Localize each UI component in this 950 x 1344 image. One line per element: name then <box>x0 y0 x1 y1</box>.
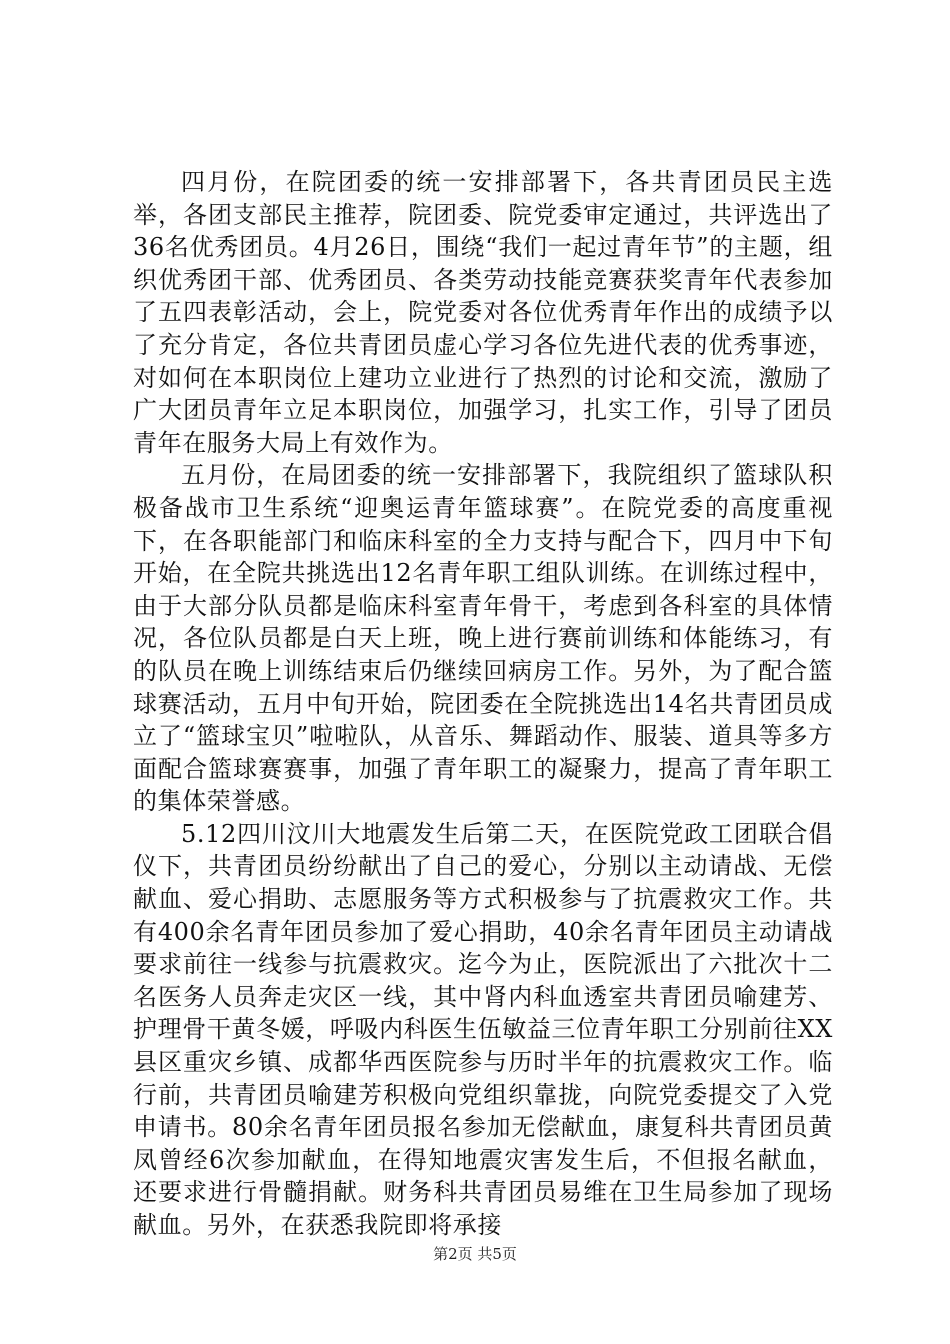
paragraph-may: 五月份，在局团委的统一安排部署下，我院组织了篮球队积极备战市卫生系统“迎奥运青年篮球赛”。在院党委的高度重视下，在各职能部门和临床科室的全力支持与配合下，四月中下旬开始，在全院共挑选出12名青年职工组队训练。在训练过程中，由于大部分队员都是临床科室青年骨干，考虑到各科室的具体情况，各位队员都是白天上班，晚上进行赛前训练和体能练习，有的队员在晚上训练结束后仍继续回病房工作。另外，为了配合篮球赛活动，五月中旬开始，院团委在全院挑选出14名共青团员成立了“篮球宝贝”啦啦队，从音乐、舞蹈动作、服装、道具等多方面配合篮球赛赛事，加强了青年职工的凝聚力，提高了青年职工的集体荣誉感。 <box>133 461 833 816</box>
paragraph-april: 四月份，在院团委的统一安排部署下，各共青团员民主选举，各团支部民主推荐，院团委、院党委审定通过，共评选出了36名优秀团员。4月26日，围绕“我们一起过青年节”的主题，组织优秀团干部、优秀团员、各类劳动技能竞赛获奖青年代表参加了五四表彰活动，会上，院党委对各位优秀青年作出的成绩予以了充分肯定，各位共青团员虚心学习各位先进代表的优秀事迹，对如何在本职岗位上建功立业进行了热烈的讨论和交流，激励了广大团员青年立足本职岗位，加强学习，扎实工作，引导了团员青年在服务大局上有效作为。 <box>133 168 833 457</box>
document-body <box>133 166 833 1242</box>
paragraph-earthquake: 5.12四川汶川大地震发生后第二天，在医院党政工团联合倡仪下，共青团员纷纷献出了自己的爱心，分别以主动请战、无偿献血、爱心捐助、志愿服务等方式积极参与了抗震救灾工作。共有400余名青年团员参加了爱心捐助，40余名青年团员主动请战要求前往一线参与抗震救灾。迄今为止，医院派出了六批次十二名医务人员奔走灾区一线，其中肾内科血透室共青团员喻建芳、护理骨干黄冬媛，呼吸内科医生伍敏益三位青年职工分别前往XX县区重灾乡镇、成都华西医院参与历时半年的抗震救灾工作。临行前，共青团员喻建芳积极向党组织靠拢，向院党委提交了入党申请书。80余名青年团员报名参加无偿献血，康复科共青团员黄凤曾经6次参加献血，在得知地震灾害发生后，不但报名献血，还要求进行骨髓捐献。财务科共青团员易维在卫生局参加了现场献血。另外，在获悉我院即将承接 <box>133 819 833 1239</box>
page-number-footer: 第2页 共5页 <box>433 1245 517 1263</box>
